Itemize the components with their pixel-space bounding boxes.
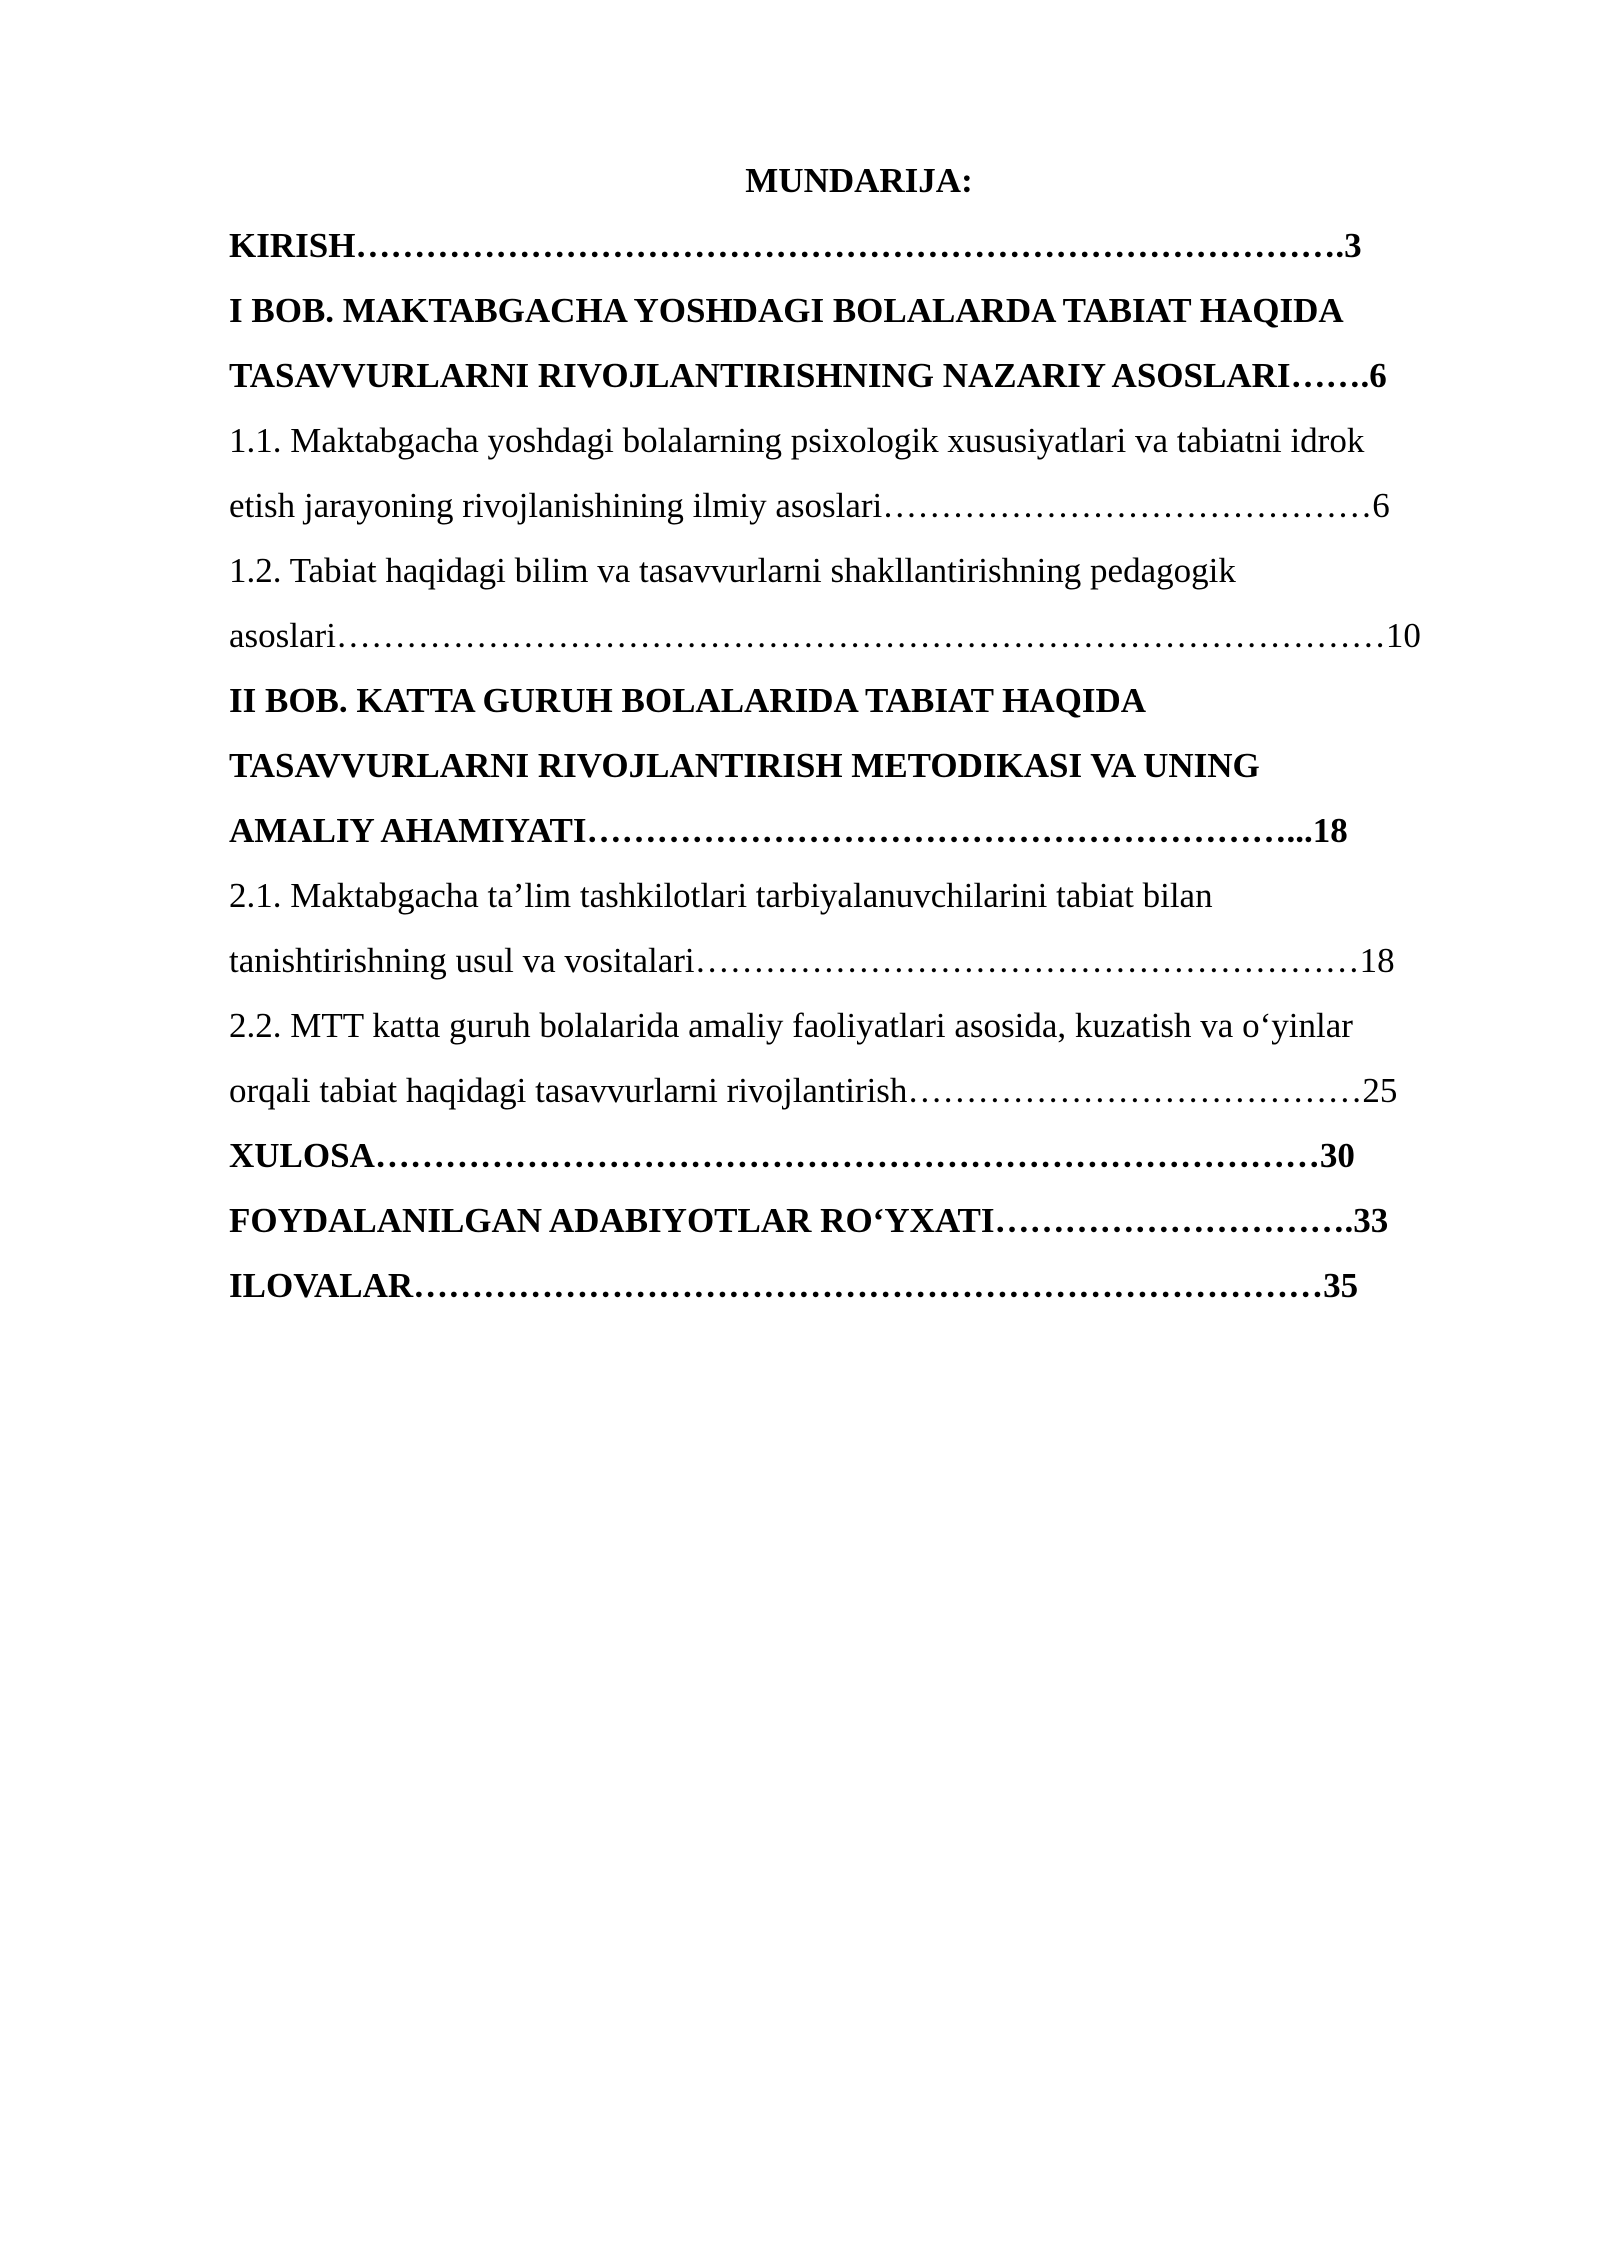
toc-entry-ilovalar: ILOVALAR……………………………………………………………………35 xyxy=(229,1266,1359,1305)
toc-entry-chapter-1-line-2: TASAVVURLARNI RIVOJLANTIRISHNING NAZARIY ASOSLARI…….6 xyxy=(229,356,1387,395)
toc-title: MUNDARIJA: xyxy=(745,161,973,200)
toc-entry-adabiyotlar: FOYDALANILGAN ADABIYOTLAR RO‘YXATI………………………….33 xyxy=(229,1201,1389,1240)
toc-entry-chapter-2-line-2: TASAVVURLARNI RIVOJLANTIRISH METODIKASI VA UNING xyxy=(229,746,1260,785)
toc-entry-section-1-1-line-1: 1.1. Maktabgacha yoshdagi bolalarning psixologik xususiyatlari va tabiatni idrok xyxy=(229,421,1365,460)
toc-entry-section-1-2-line-2: asoslari………………………………………………………………………………10 xyxy=(229,616,1421,655)
table-of-contents xyxy=(229,148,1489,1318)
toc-entry-section-2-2-line-2: orqali tabiat haqidagi tasavvurlarni rivojlantirish…………………………………25 xyxy=(229,1071,1398,1110)
toc-entry-section-2-1-line-1: 2.1. Maktabgacha ta’lim tashkilotlari tarbiyalanuvchilarini tabiat bilan xyxy=(229,876,1213,915)
toc-entry-section-1-2-line-1: 1.2. Tabiat haqidagi bilim va tasavvurlarni shakllantirishning pedagogik xyxy=(229,551,1236,590)
toc-entry-chapter-2-line-3: AMALIY AHAMIYATI……………………………………………………...18 xyxy=(229,811,1348,850)
toc-entry-chapter-2-line-1: II BOB. KATTA GURUH BOLALARIDA TABIAT HAQIDA xyxy=(229,681,1146,720)
toc-entry-chapter-1-line-1: I BOB. MAKTABGACHA YOSHDAGI BOLALARDA TABIAT HAQIDA xyxy=(229,291,1344,330)
toc-entry-section-2-1-line-2: tanishtirishning usul va vositalari…………………………………………………18 xyxy=(229,941,1395,980)
toc-entry-xulosa: XULOSA………………………………………………………………………30 xyxy=(229,1136,1355,1175)
toc-entry-kirish: KIRISH………………………………………………………………………….3 xyxy=(229,226,1362,265)
toc-entry-section-1-1-line-2: etish jarayoning rivojlanishining ilmiy asoslari……………………………………6 xyxy=(229,486,1390,525)
toc-entry-section-2-2-line-1: 2.2. MTT katta guruh bolalarida amaliy faoliyatlari asosida, kuzatish va o‘yinlar xyxy=(229,1006,1353,1045)
